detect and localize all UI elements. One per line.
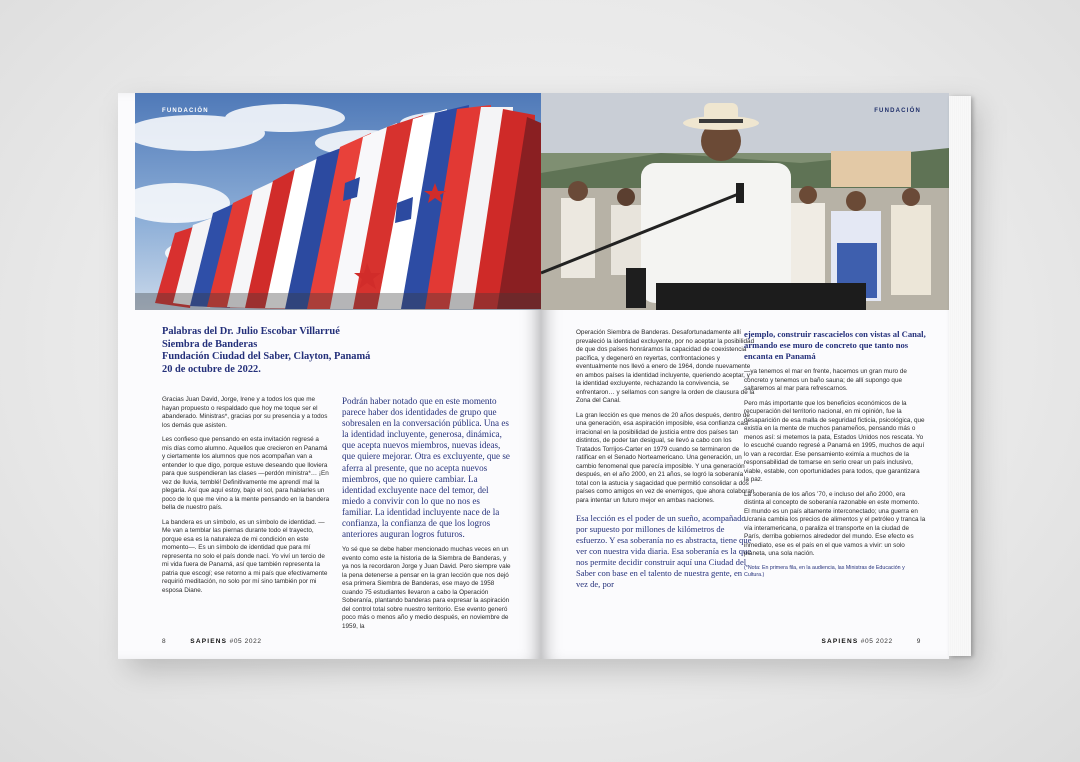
page-stack-edge [949,96,971,656]
pull-quote: ejemplo, construir rascacielos con vistas al Canal, armando ese muro de concreto que tanto nos encanta en Panamá [744,329,926,361]
paragraph: La gran lección es que menos de 20 años después, dentro de una generación, esa aspiración imposible, esa confianza casi irracional en la posibilidad de justicia entre dos países tan distintos, de poder tan desigual, se llevó a cabo con los Tratados Torrijos-Carter en 1979 cuando se terminaron de ratificar en el Senado Norteamericano. Una generación, un cambio fenomenal que parecía imposible. Y una generación después, en el año 2000, en 21 años, se logró la soberanía total con la astucia y sagacidad que permitió consolidar a dos países como amigos en vez de enemigos, que ahora colaboran para intentar un futuro mejor en ambas naciones. [576,411,755,504]
right-footer [821,638,921,645]
section-label: FUNDACIÓN [874,108,921,114]
magazine-name: SAPIENS [821,638,859,645]
magazine-name: SAPIENS [190,638,228,645]
pull-quote: Podrán haber notado que en este momento parece haber dos identidades de grupo que sobresalen en la conversación pública. Una es la identidad incluyente, generosa, dinámica, que acepta nuevos miembros, nuevas ideas, que quiere mejorar. Otra es excluyente, que se aferra al presente, que no acepta nuevos miembros, que no quiere cambiar. La identidad excluyente nace del temor, del miedo a convivir con lo que no nos es familiar. La identidad incluyente nace de la confianza, la confianza de que los logros anteriores auguran logros futuros. [342,396,510,540]
heading-venue: Fundación Ciudad del Saber, Clayton, Panamá [162,351,371,363]
article-heading [162,326,422,376]
right-column-1 [576,329,756,596]
section-label: FUNDACIÓN [162,108,209,114]
issue-number: #05 2022 [860,638,893,645]
footnote: (*Nota: En primera fila, en la audiencia, las Ministras de Educación y Cultura.) [744,564,905,578]
paragraph: Gracias Juan David, Jorge, Irene y a todos los que me hayan propuesto o respaldado que hoy me toque ser el abanderado. Ministras*, gracias por su presencia y a todos los demás que asisten. [162,396,328,429]
heading-event: Siembra de Banderas [162,338,258,350]
right-page [541,93,949,659]
page-number: 8 [162,638,167,645]
paragraph: Les confieso que pensando en esta invitación regresé a mis días como alumno. Aquellos que crecieron en Panamá y ciertamente los alumnos que nos acompañan van a entender lo que digo, porque estuve deseando que lloviera para que suspendieran las clases —perdón ministra*… ¡En vez de lluvia, temblé! Definitivamente me aprendí mal la plegaria. Así que aquí estoy, bajo el sol, para hablarles un poco de lo que me vino a la mente pensando en la bandera bella de nuestro país. [162,436,330,511]
left-page [118,93,541,659]
paragraph: Pero más importante que los beneficios económicos de la recuperación del territorio nacional, en mi opinión, fue la desaparición de esa malla de seguridad ficticia, psicológica, que existía en la mente de muchos panameños, pensando más o menos así: si metemos la pata, Estados Unidos nos rescata. Yo lo escuché cuando regresé a Panamá en 1995, muchos de aquí lo van a recordar. Ese pensamiento eximía a muchos de la responsabilidad de tomarse en serio crear un país inclusivo, viable, estable, con oportunidades para todos, que garantizara la paz. [744,399,925,483]
flags-photo [135,93,541,310]
left-column-2 [342,396,512,637]
left-footer [162,638,262,645]
paragraph: Operación Siembra de Banderas. Desafortunadamente allí prevaleció la identidad excluyente, por no aceptar la posibilidad de que dos países honráramos la capacidad de coexistencia pacífica, y degeneró en reyertas, confrontaciones y eventualmente nos llevó a enero de 1964, donde nuevamente en ambos países la identidad incluyente, queriendo aceptar, y la identidad excluyente, rechazando la convivencia, se enfrentaron… y sellamos con sangre la orden de clausura de la Zona del Canal. [576,329,755,404]
heading-date: 20 de octubre de 2022. [162,363,261,375]
page-number: 9 [916,638,921,645]
paragraph: —ya tenemos el mar en frente, hacemos un gran muro de concreto y tenemos un baño sauna; de allí supongo que saltaremos al mar para refrescarnos. [744,368,907,392]
paragraph: La bandera es un símbolo, es un símbolo de identidad. —Me van a temblar las piernas durante todo el trayecto, porque esa es la naturaleza de mi condición en este momento—. Es un símbolo de identidad que para mí representa no solo el país donde nací. Yo viví un tercio de mi vida fuera de Panamá, así que también representa la patria que escogí; ese retorno a mi país que efectivamente requirió meditación, no solo por mí sino también por mi esposa Diane. [162,518,328,594]
right-column-2 [744,329,926,585]
paragraph: Yo sé que se debe haber mencionado muchas veces en un evento como este la historia de la Siembra de Banderas, y ya nos la recordaron Jorge y Juan David. Pero siempre vale la pena detenerse a pensar en la gran lección que nos dejó esa primera Siembra de Banderas, ese mayo de 1958 cuando 75 estudiantes llevaron a cabo la Operación Soberanía, plantando banderas para expresar la aspiración del control total sobre nuestro territorio. Ese evento generó poco más o menos año y medio después, en noviembre de 1959, la [342,546,511,630]
heading-speaker: Palabras del Dr. Julio Escobar Villarrué [162,326,340,337]
paragraph: La soberanía de los años ’70, e incluso del año 2000, era distinta al concepto de soberanía razonable en este momento. El mundo es un país altamente interconectado; una guerra en Ucrania cambia los precios de alimentos y el petróleo y tranca la vía interamericana, o paraliza el transporte en la ciudad de París, derriba gobiernos alrededor del mundo. Ese efecto es inmediato, ese es el país en el que vamos a vivir: un solo planeta, una sola nación. [744,490,926,557]
pull-quote: Esa lección es el poder de un sueño, acompañado por supuesto por millones de kilómetros de esfuerzo. Y esa soberanía no es abstracta, tiene que ver con nuestra vida diaria. Esa soberanía es la que nos permite decidir construir aquí una Ciudad del Saber con base en el talento de nuestra gente, en vez de, por [576,513,752,589]
speaker-photo [541,93,949,310]
issue-number: #05 2022 [229,638,262,645]
left-column-1 [162,396,330,601]
